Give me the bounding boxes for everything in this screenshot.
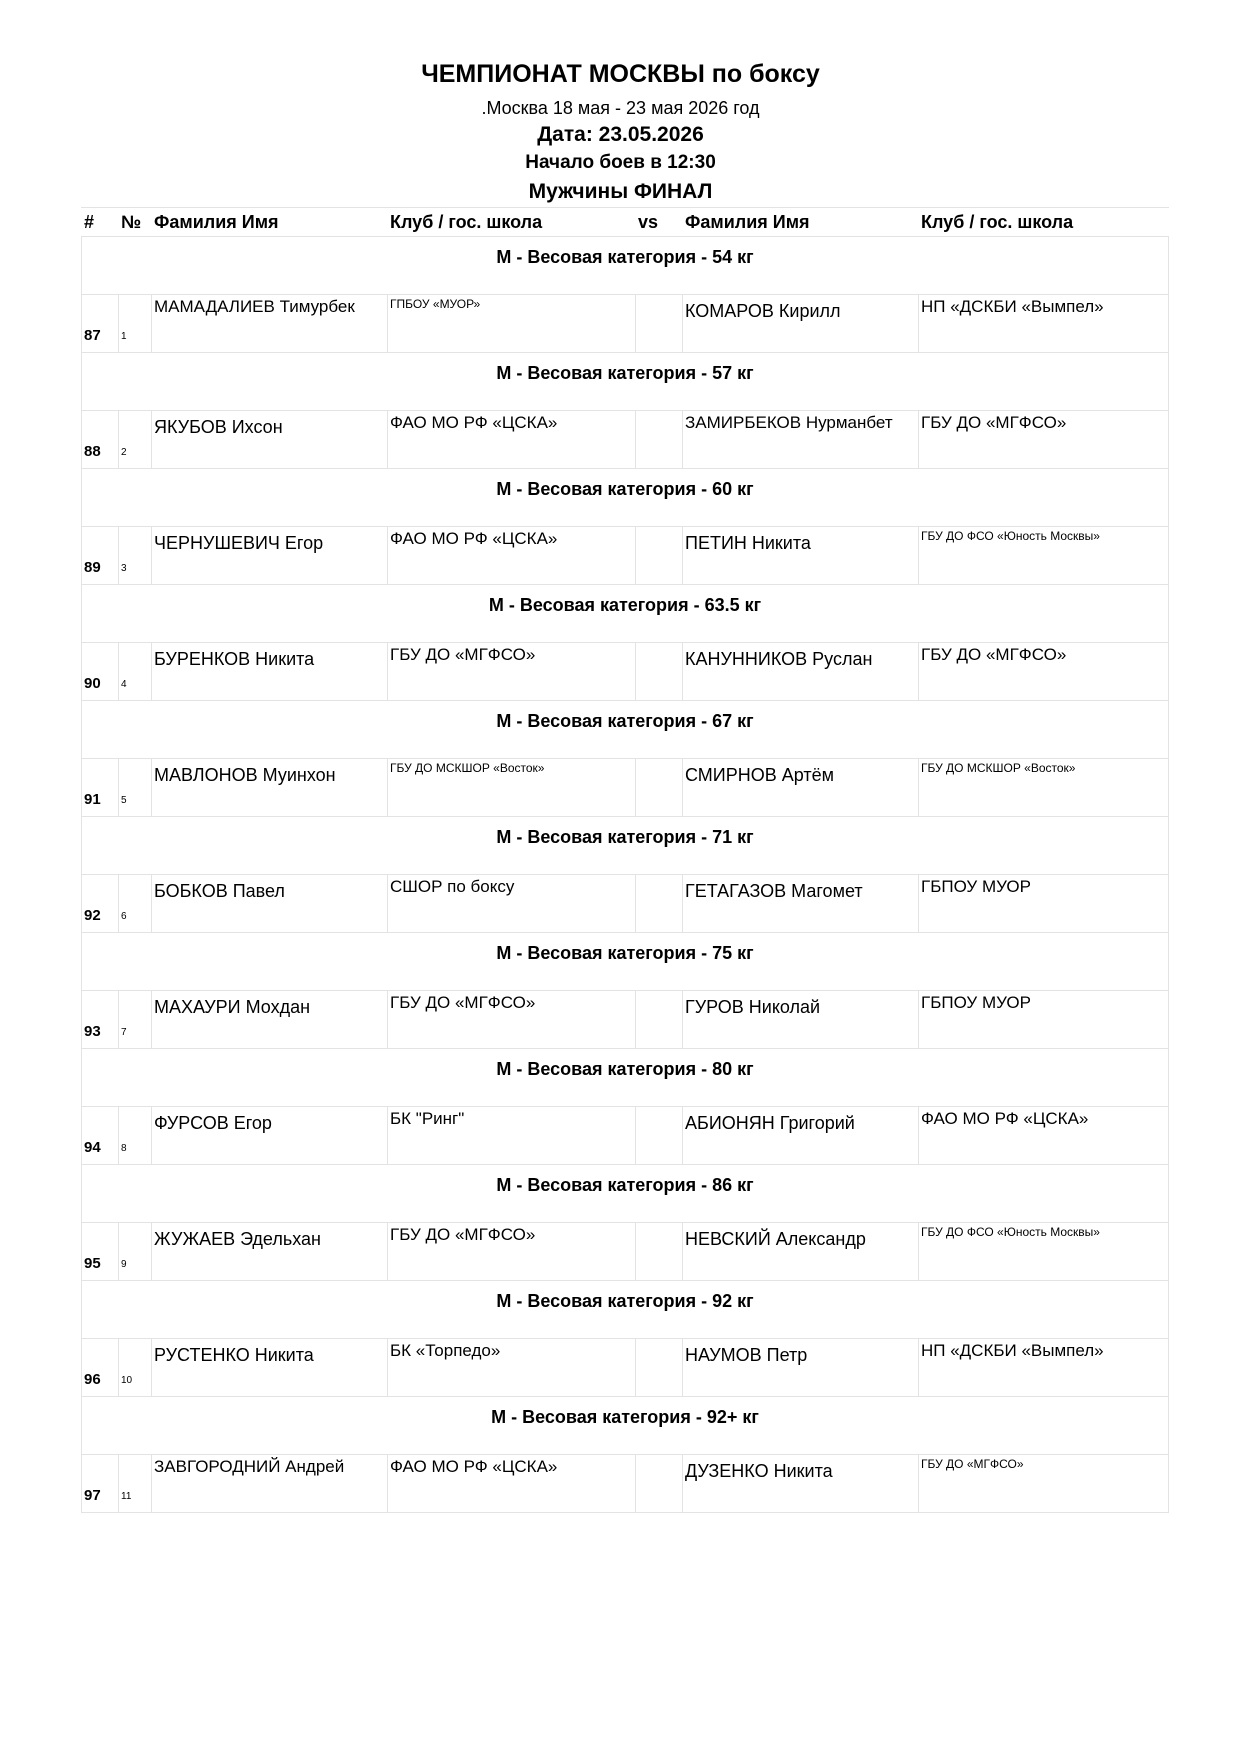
red-fighter-name: ФУРСОВ Егор [152,1107,388,1165]
red-fighter-name: БУРЕНКОВ Никита [152,643,388,701]
bouts-table [81,207,1169,1513]
weight-category-label: М - Весовая категория - 86 кг [82,1165,1169,1223]
col-vs-header: vs [636,208,683,237]
weight-category-row [82,1049,1169,1107]
bout-row [82,875,1169,933]
red-fighter-club: СШОР по боксу [388,875,636,933]
weight-category-label: М - Весовая категория - 75 кг [82,933,1169,991]
bout-number: 87 [82,295,119,353]
weight-category-row [82,817,1169,875]
weight-category-row [82,1281,1169,1339]
red-fighter-club: ГБУ ДО «МГФСО» [388,1223,636,1281]
blue-fighter-club: НП «ДСКБИ «Вымпел» [919,295,1169,353]
red-fighter-name: ЗАВГОРОДНИЙ Андрей [152,1455,388,1513]
vs-cell [636,527,683,585]
red-fighter-club: ФАО МО РФ «ЦСКА» [388,1455,636,1513]
weight-category-label: М - Весовая категория - 92 кг [82,1281,1169,1339]
document-subtitle: .Москва 18 мая - 23 мая 2026 год [481,98,760,118]
blue-fighter-name: ПЕТИН Никита [683,527,919,585]
weight-category-label: М - Весовая категория - 57 кг [82,353,1169,411]
weight-category-row [82,701,1169,759]
weight-category-row [82,1397,1169,1455]
red-fighter-club: БК «Торпедо» [388,1339,636,1397]
weight-category-row [82,237,1169,295]
bout-number: 93 [82,991,119,1049]
bout-row [82,527,1169,585]
bout-number: 89 [82,527,119,585]
vs-cell [636,295,683,353]
blue-fighter-club: ГБУ ДО «МГФСО» [919,411,1169,469]
red-fighter-name: РУСТЕНКО Никита [152,1339,388,1397]
vs-cell [636,643,683,701]
weight-category-row [82,1165,1169,1223]
weight-category-label: М - Весовая категория - 92+ кг [82,1397,1169,1455]
vs-cell [636,1223,683,1281]
weight-category-row [82,353,1169,411]
bout-number: 92 [82,875,119,933]
bout-seq: 6 [119,875,152,933]
bout-number: 88 [82,411,119,469]
vs-cell [636,411,683,469]
document-title: ЧЕМПИОНАТ МОСКВЫ по боксу [421,60,820,88]
bout-number: 95 [82,1223,119,1281]
bout-seq: 2 [119,411,152,469]
blue-fighter-name: ЗАМИРБЕКОВ Нурманбет [683,411,919,469]
weight-category-label: М - Весовая категория - 60 кг [82,469,1169,527]
red-fighter-name: ЯКУБОВ Ихсон [152,411,388,469]
bout-row [82,295,1169,353]
weight-category-row [82,585,1169,643]
bout-seq: 3 [119,527,152,585]
red-fighter-club: ГБУ ДО «МГФСО» [388,991,636,1049]
bout-seq: 8 [119,1107,152,1165]
weight-category-label: М - Весовая категория - 63.5 кг [82,585,1169,643]
blue-fighter-name: КОМАРОВ Кирилл [683,295,919,353]
bout-seq: 7 [119,991,152,1049]
blue-fighter-club: ГБУ ДО МСКШОР «Восток» [919,759,1169,817]
bout-row [82,759,1169,817]
bout-number: 91 [82,759,119,817]
red-fighter-name: БОБКОВ Павел [152,875,388,933]
bout-row [82,1107,1169,1165]
blue-fighter-club: ГБПОУ МУОР [919,991,1169,1049]
blue-fighter-name: НАУМОВ Петр [683,1339,919,1397]
blue-fighter-name: НЕВСКИЙ Александр [683,1223,919,1281]
bout-number: 90 [82,643,119,701]
vs-cell [636,1339,683,1397]
vs-cell [636,991,683,1049]
bout-row [82,1339,1169,1397]
red-fighter-club: ФАО МО РФ «ЦСКА» [388,411,636,469]
blue-fighter-club: ГБУ ДО «МГФСО» [919,1455,1169,1513]
weight-category-row [82,933,1169,991]
bout-number: 96 [82,1339,119,1397]
bout-seq: 5 [119,759,152,817]
red-fighter-name: МАМАДАЛИЕВ Тимурбек [152,295,388,353]
col-hash-header: # [82,208,119,237]
group-title: Мужчины ФИНАЛ [528,180,713,203]
bout-row [82,1455,1169,1513]
col-name1-header: Фамилия Имя [152,208,388,237]
blue-fighter-name: СМИРНОВ Артём [683,759,919,817]
red-fighter-club: ГПБОУ «МУОР» [388,295,636,353]
blue-fighter-club: НП «ДСКБИ «Вымпел» [919,1339,1169,1397]
bout-seq: 10 [119,1339,152,1397]
bout-row [82,411,1169,469]
blue-fighter-club: ГБУ ДО ФСО «Юность Москвы» [919,1223,1169,1281]
red-fighter-club: ГБУ ДО «МГФСО» [388,643,636,701]
col-num-header: № [119,208,152,237]
vs-cell [636,759,683,817]
blue-fighter-club: ГБУ ДО «МГФСО» [919,643,1169,701]
weight-category-label: М - Весовая категория - 54 кг [82,237,1169,295]
red-fighter-club: ГБУ ДО МСКШОР «Восток» [388,759,636,817]
red-fighter-name: ЖУЖАЕВ Эдельхан [152,1223,388,1281]
bout-seq: 9 [119,1223,152,1281]
red-fighter-club: ФАО МО РФ «ЦСКА» [388,527,636,585]
vs-cell [636,1455,683,1513]
col-club1-header: Клуб / гос. школа [388,208,636,237]
weight-category-label: М - Весовая категория - 67 кг [82,701,1169,759]
blue-fighter-name: ДУЗЕНКО Никита [683,1455,919,1513]
bout-seq: 1 [119,295,152,353]
weight-category-label: М - Весовая категория - 80 кг [82,1049,1169,1107]
table-header-row [82,208,1169,237]
bout-seq: 11 [119,1455,152,1513]
start-time: Начало боев в 12:30 [525,152,716,173]
bout-number: 94 [82,1107,119,1165]
red-fighter-name: МАХАУРИ Мохдан [152,991,388,1049]
col-club2-header: Клуб / гос. школа [919,208,1169,237]
bout-row [82,643,1169,701]
weight-category-label: М - Весовая категория - 71 кг [82,817,1169,875]
blue-fighter-name: ГУРОВ Николай [683,991,919,1049]
bout-row [82,1223,1169,1281]
vs-cell [636,1107,683,1165]
bout-number: 97 [82,1455,119,1513]
event-date: Дата: 23.05.2026 [537,123,704,146]
vs-cell [636,875,683,933]
blue-fighter-club: ГБУ ДО ФСО «Юность Москвы» [919,527,1169,585]
red-fighter-name: ЧЕРНУШЕВИЧ Егор [152,527,388,585]
red-fighter-name: МАВЛОНОВ Муинхон [152,759,388,817]
blue-fighter-club: ГБПОУ МУОР [919,875,1169,933]
red-fighter-club: БК "Ринг" [388,1107,636,1165]
bout-row [82,991,1169,1049]
blue-fighter-name: КАНУННИКОВ Руслан [683,643,919,701]
weight-category-row [82,469,1169,527]
blue-fighter-name: ГЕТАГАЗОВ Магомет [683,875,919,933]
blue-fighter-name: АБИОНЯН Григорий [683,1107,919,1165]
blue-fighter-club: ФАО МО РФ «ЦСКА» [919,1107,1169,1165]
col-name2-header: Фамилия Имя [683,208,919,237]
bout-seq: 4 [119,643,152,701]
